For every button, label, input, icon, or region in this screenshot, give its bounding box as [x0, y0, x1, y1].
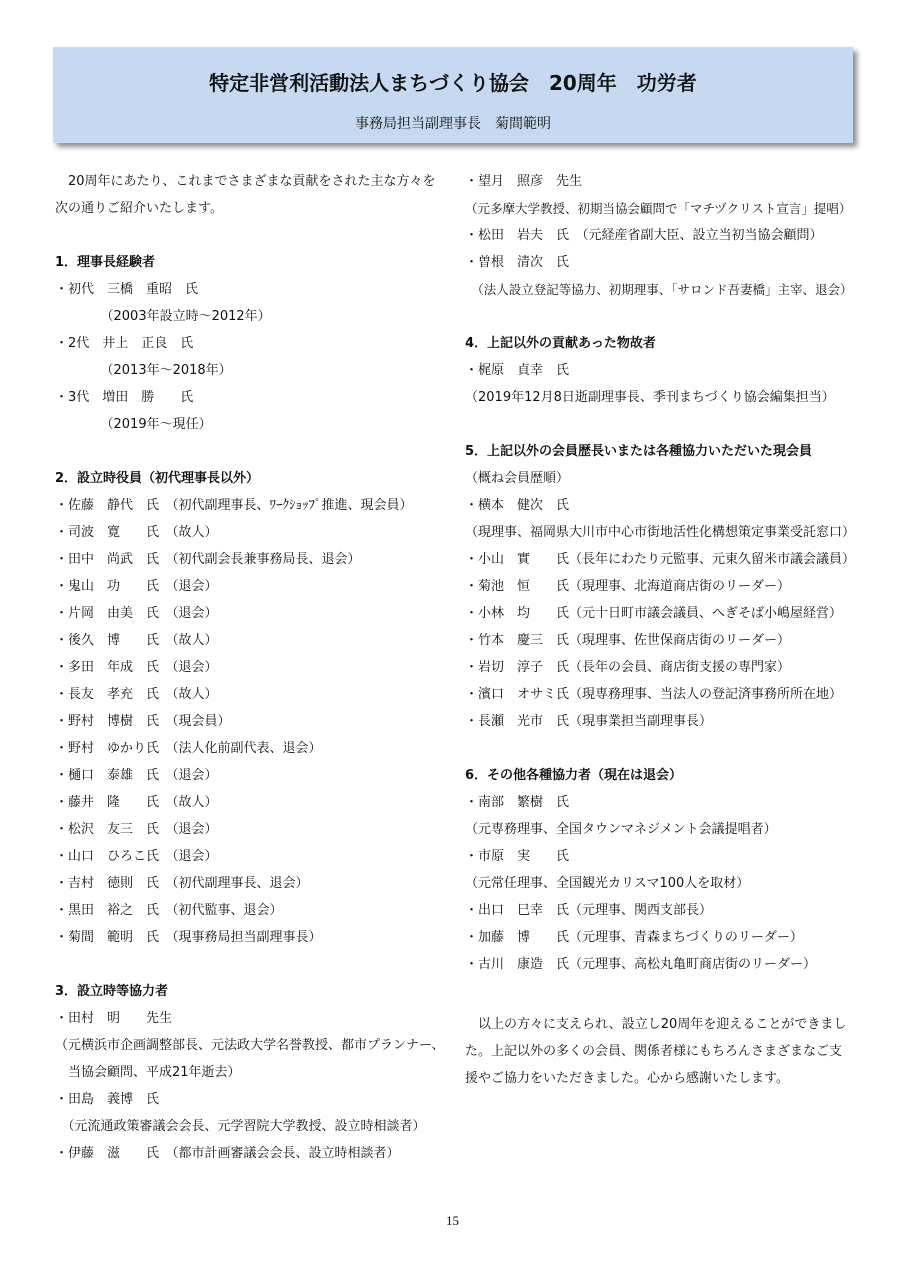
closing-line-1: 以上の方々に支えられ、設立し20周年を迎えることができまし — [465, 1017, 847, 1032]
list-item: ・松田 岩夫 氏 （元経産省副大臣、設立当初当協会顧問） — [465, 228, 823, 243]
list-item: ・野村 ゆかり氏 （法人化前副代表、退会） — [55, 741, 322, 756]
list-item: ・田島 義博 氏 — [55, 1092, 160, 1107]
list-item: ・松沢 友三 氏 （退会） — [55, 822, 218, 837]
list-item: ・3代 増田 勝 氏 — [55, 390, 194, 405]
right-column — [465, 0, 865, 1280]
list-item-detail: （元専務理事、全国タウンマネジメント会議提唱者） — [465, 822, 777, 837]
list-item: ・長友 孝充 氏 （故人） — [55, 687, 218, 702]
list-item: ・濱口 オサミ氏（現専務理事、当法人の登記済事務所所在地） — [465, 687, 843, 702]
list-item: ・片岡 由美 氏 （退会） — [55, 606, 218, 621]
list-item: ・後久 博 氏 （故人） — [55, 633, 218, 648]
list-item-detail: （現理事、福岡県大川市中心市街地活性化構想策定事業受託窓口） — [465, 525, 856, 540]
section-note: （概ね会員歴順） — [465, 471, 570, 486]
section-1-heading: 1．理事長経験者 — [55, 255, 156, 270]
list-item: ・横本 健次 氏 — [465, 498, 570, 513]
list-item: ・佐藤 静代 氏 （初代副理事長、ﾜｰｸｼｮｯﾌﾟ推進、現会員） — [55, 498, 413, 513]
list-item-detail: （元流通政策審議会会長、元学習院大学教授、設立時相談者） — [55, 1119, 426, 1134]
list-item-detail: （2013年～2018年） — [55, 363, 232, 378]
list-item: ・小林 均 氏（元十日町市議会議員、へぎそば小嶋屋経営） — [465, 606, 843, 621]
list-item: ・藤井 隆 氏 （故人） — [55, 795, 218, 810]
section-3-heading: 3．設立時等協力者 — [55, 984, 169, 999]
list-item-detail: 当協会顧問、平成21年逝去） — [55, 1065, 241, 1080]
left-column — [55, 0, 455, 1280]
list-item: ・加藤 博 氏（元理事、青森まちづくりのリーダー） — [465, 930, 803, 945]
list-item: ・司波 寛 氏 （故人） — [55, 525, 218, 540]
closing-line-2: た。上記以外の多くの会員、関係者様にもちろんさまざまなご支 — [465, 1044, 843, 1059]
list-item: ・田村 明 先生 — [55, 1011, 173, 1026]
list-item: ・多田 年成 氏 （退会） — [55, 660, 218, 675]
list-item: ・長瀬 光市 氏（現事業担当副理事長） — [465, 714, 713, 729]
list-item: ・南部 繁樹 氏 — [465, 795, 570, 810]
list-item-detail: （2003年設立時～2012年） — [55, 309, 271, 324]
list-item: ・竹本 慶三 氏（現理事、佐世保商店街のリーダー） — [465, 633, 791, 648]
intro-line-2: 次の通りご紹介いたします。 — [55, 201, 223, 216]
list-item: ・山口 ひろこ氏 （退会） — [55, 849, 218, 864]
list-item-detail: （2019年～現任） — [55, 417, 212, 432]
list-item: ・岩切 淳子 氏（長年の会員、商店街支援の専門家） — [465, 660, 791, 675]
list-item: ・樋口 泰雄 氏 （退会） — [55, 768, 218, 783]
list-item: ・2代 井上 正良 氏 — [55, 336, 194, 351]
list-item: ・出口 巳幸 氏（元理事、関西支部長） — [465, 903, 713, 918]
section-6-heading: 6．その他各種協力者（現在は退会） — [465, 768, 683, 783]
list-item: ・曽根 清次 氏 — [465, 255, 570, 270]
list-item: ・黒田 裕之 氏 （初代監事、退会） — [55, 903, 283, 918]
closing-line-3: 援やご協力をいただきました。心から感謝いたします。 — [465, 1071, 789, 1086]
section-5-heading: 5．上記以外の会員歴長いまたは各種協力いただいた現会員 — [465, 444, 813, 459]
list-item-detail: （法人設立登記等協力、初期理事、「サロンド吾妻橋」主宰、退会） — [465, 282, 853, 297]
list-item: ・吉村 徳則 氏 （初代副理事長、退会） — [55, 876, 309, 891]
section-2-heading: 2．設立時役員（初代理事長以外） — [55, 471, 260, 486]
intro-line-1: 20周年にあたり、これまでさまざまな貢献をされた主な方々を — [55, 174, 436, 189]
list-item: ・小山 實 氏（長年にわたり元監事、元東久留米市議会議員） — [465, 552, 856, 567]
page-number: 15 — [446, 1213, 459, 1228]
list-item: ・古川 康造 氏（元理事、高松丸亀町商店街のリーダー） — [465, 957, 817, 972]
list-item: ・菊間 範明 氏 （現事務局担当副理事長） — [55, 930, 322, 945]
list-item: ・菊池 恒 氏（現理事、北海道商店街のリーダー） — [465, 579, 791, 594]
list-item: ・梶原 貞幸 氏 — [465, 363, 570, 378]
list-item: ・望月 照彦 先生 — [465, 174, 583, 189]
list-item-detail: （2019年12月8日逝副理事長、季刊まちづくり協会編集担当） — [465, 390, 835, 405]
list-item: ・野村 博樹 氏 （現会員） — [55, 714, 231, 729]
section-4-heading: 4．上記以外の貢献あった物故者 — [465, 336, 656, 351]
list-item: ・鬼山 功 氏 （退会） — [55, 579, 218, 594]
list-item-detail: （元常任理事、全国観光カリスマ100人を取材） — [465, 876, 750, 891]
list-item-detail: （元多摩大学教授、初期当協会顧問で「マチヅクリスト宣言」提唱） — [465, 201, 852, 216]
list-item-detail: （元横浜市企画調整部長、元法政大学名誉教授、都市プランナー、 — [55, 1038, 445, 1053]
list-item: ・田中 尚武 氏 （初代副会長兼事務局長、退会） — [55, 552, 361, 567]
list-item: ・伊藤 滋 氏 （都市計画審議会会長、設立時相談者） — [55, 1146, 400, 1161]
page-title: 特定非営利活動法人まちづくり協会 20周年 功労者 — [209, 71, 697, 95]
author-line: 事務局担当副理事長 菊間範明 — [355, 116, 551, 132]
list-item: ・市原 実 氏 — [465, 849, 570, 864]
list-item: ・初代 三橋 重昭 氏 — [55, 282, 199, 297]
